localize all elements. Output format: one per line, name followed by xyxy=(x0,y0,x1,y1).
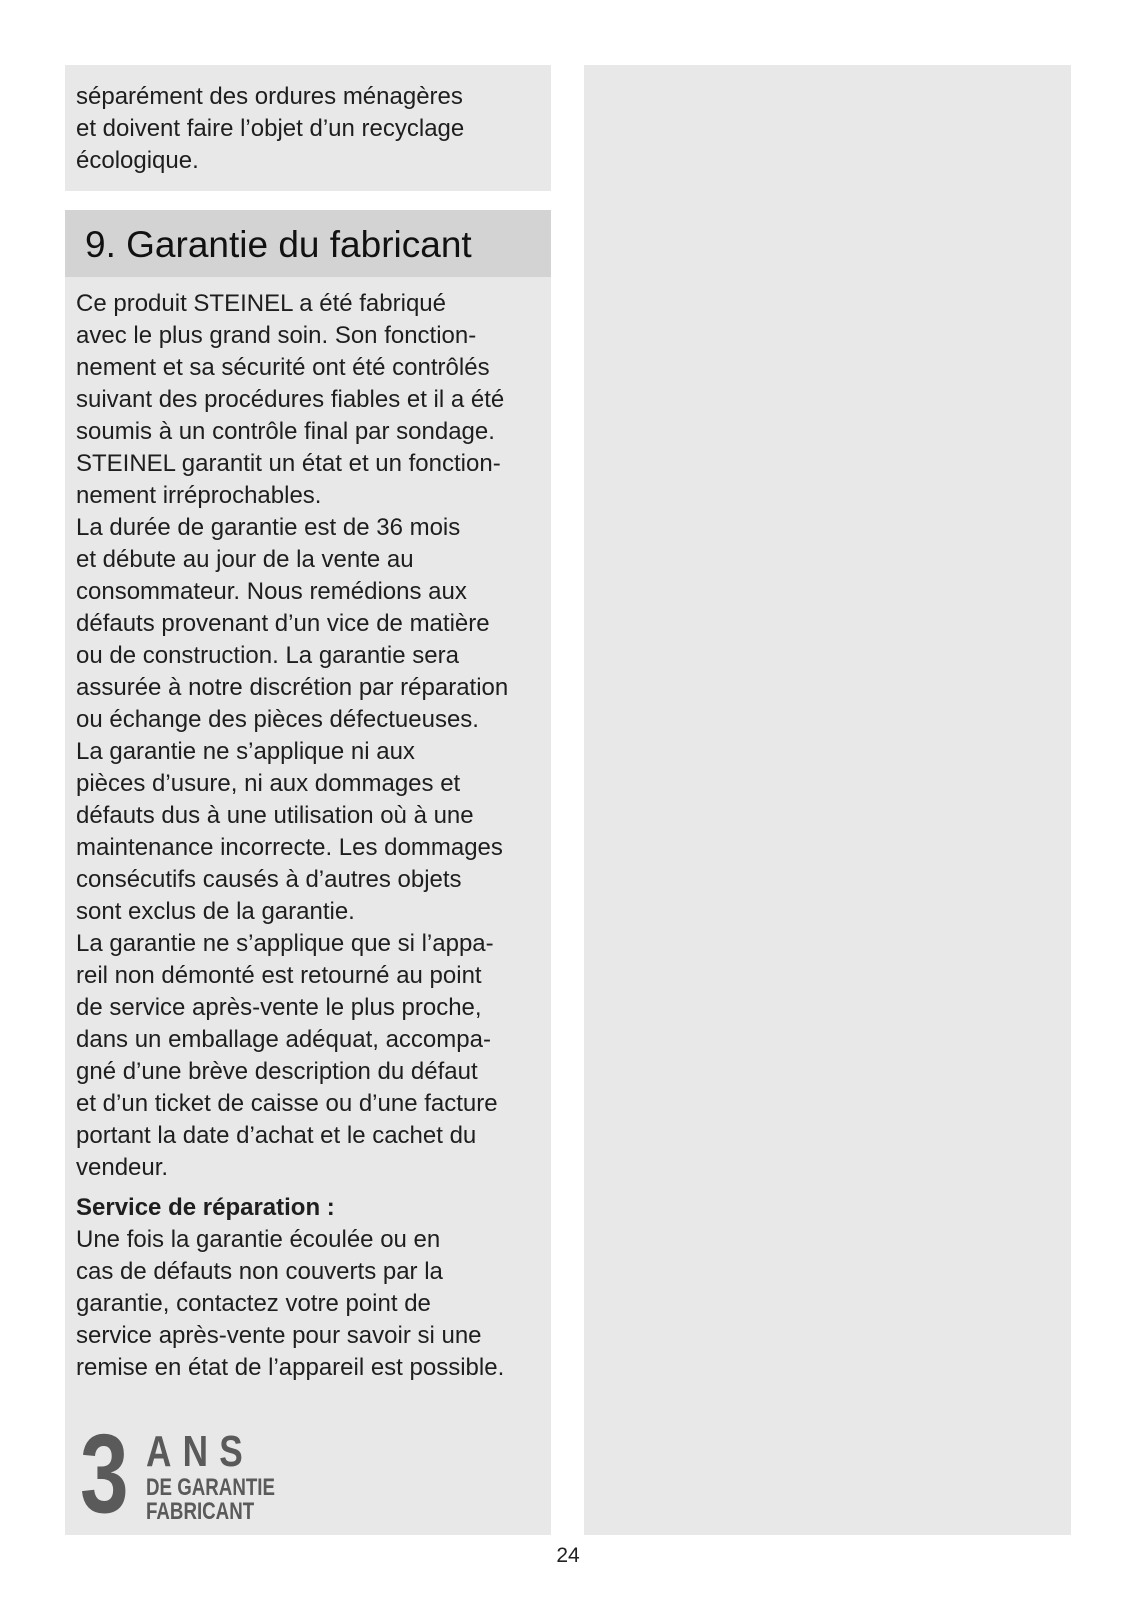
intro-text: séparément des ordures ménagères et doivent faire l’objet d’un recyclage écologique. xyxy=(76,83,465,174)
section-body xyxy=(76,288,546,1384)
paragraph-duration: La durée de garantie est de 36 mois et débute au jour de la vente au consommateur. Nous remédions aux défauts provenant d’un vice de matière ou de construction. La garantie sera assurée à notre discrétion par réparation ou échange des pièces défectueuses. xyxy=(76,514,509,733)
paragraph-quality: Ce produit STEINEL a été fabriqué avec le plus grand soin. Son fonction- nement et sa sécurité ont été contrôlés suivant des procédures fiables et il a été soumis à un contrôle final par sondage. STEINEL garantit un état et un fonction- nement irréprochables. xyxy=(76,290,505,509)
badge-line-2: FABRICANT xyxy=(146,1498,255,1525)
warranty-badge-logo xyxy=(80,1411,280,1536)
badge-word: ANS xyxy=(146,1427,254,1476)
paragraph-conditions: La garantie ne s’applique que si l’appa- reil non démonté est retourné au point de service après-vente le plus proche, dans un emballage adéquat, accompa- gné d’une brève description du défaut et d’un ticket de caisse ou d’une facture portant la date d’achat et le cachet du vendeur. xyxy=(76,930,498,1181)
badge-line-1: DE GARANTIE xyxy=(146,1474,275,1501)
repair-heading: Service de réparation : xyxy=(76,1194,335,1221)
intro-box xyxy=(65,65,551,191)
repair-text: Une fois la garantie écoulée ou en cas de défauts non couverts par la garantie, contactez votre point de service après-vente pour savoir si une remise en état de l’appareil est possible. xyxy=(76,1226,505,1381)
section-title: 9. Garantie du fabricant xyxy=(85,224,472,265)
left-column xyxy=(65,65,551,1535)
warranty-section xyxy=(65,210,551,1535)
right-column-blank xyxy=(584,65,1071,1535)
section-heading-bar xyxy=(65,210,551,277)
paragraph-exclusions: La garantie ne s’applique ni aux pièces d’usure, ni aux dommages et défauts dus à une utilisation où à une maintenance incorrecte. Les dommages consécutifs causés à d’autres objets sont exclus de la garantie. xyxy=(76,738,503,925)
page-number: 24 xyxy=(556,1544,580,1567)
badge-number: 3 xyxy=(80,1411,126,1536)
